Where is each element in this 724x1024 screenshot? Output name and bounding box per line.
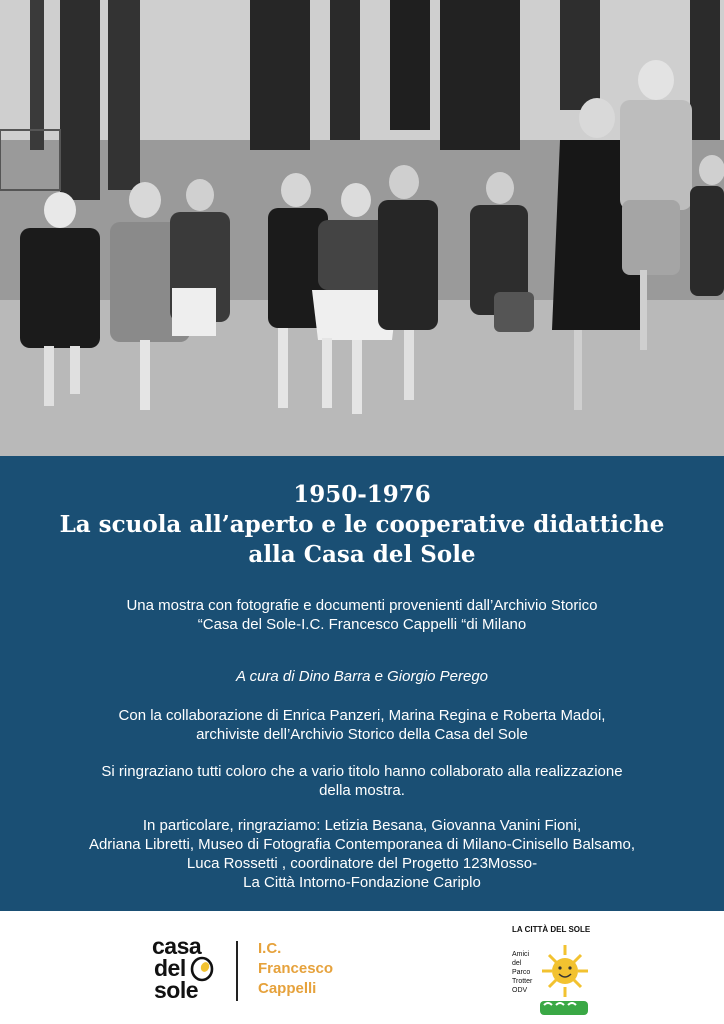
title-sub: alla Casa del Sole <box>248 541 476 568</box>
ic-line: Cappelli <box>258 980 317 997</box>
collab-line: archiviste dell’Archivio Storico della Casa del Sole <box>196 726 528 743</box>
citta-line: Trotter <box>512 978 533 985</box>
intro-line: “Casa del Sole-I.C. Francesco Cappelli “di Milano <box>197 616 527 633</box>
ic-francesco-cappelli-logo <box>258 939 333 999</box>
citta-line: del <box>512 960 522 967</box>
special-line: In particolare, ringraziamo: Letizia Besana, Giovanna Vanini Fioni, <box>142 817 582 834</box>
ic-line: Francesco <box>258 960 334 977</box>
special-line: Luca Rossetti , coordinatore del Progetto 123Mosso- <box>186 855 538 872</box>
logo-word-sole: sole <box>154 977 199 1003</box>
thanks-line: Si ringraziano tutti coloro che a vario titolo hanno collaborato alla realizzazione <box>101 763 623 780</box>
logo-word-del: del <box>154 955 186 981</box>
thanks-line: della mostra. <box>319 782 405 799</box>
exhibition-title <box>0 480 724 570</box>
citta-title: LA CITTÀ DEL SOLE <box>512 925 591 934</box>
title-years: 1950-1976 <box>293 481 431 508</box>
curators-line: A cura di Dino Barra e Giorgio Perego <box>235 668 489 685</box>
sun-mark-icon <box>188 954 220 984</box>
title-main: La scuola all’aperto e le cooperative didattiche <box>59 511 665 538</box>
collaboration-paragraph <box>20 706 704 744</box>
special-line: La Città Intorno-Fondazione Cariplo <box>243 874 481 891</box>
citta-association-text <box>512 950 532 995</box>
logo-divider <box>236 941 238 1001</box>
ic-line: I.C. <box>258 940 282 957</box>
citta-line: Amici <box>512 951 530 958</box>
citta-line: ODV <box>512 987 528 994</box>
footer-logos <box>0 911 724 1024</box>
logo-word-casa: casa <box>152 933 202 959</box>
citta-del-sole-logo <box>490 925 610 1017</box>
collab-line: Con la collaborazione di Enrica Panzeri, Marina Regina e Roberta Madoi, <box>118 707 606 724</box>
special-thanks-paragraph <box>20 816 704 892</box>
intro-line: Una mostra con fotografie e documenti provenienti dall’Archivio Storico <box>126 597 598 614</box>
smiling-sun-icon <box>490 925 610 1017</box>
hero-photo <box>0 0 724 456</box>
citta-line: Parco <box>512 969 531 976</box>
thanks-paragraph <box>20 762 704 800</box>
info-panel <box>0 456 724 911</box>
special-line: Adriana Libretti, Museo di Fotografia Contemporanea di Milano-Cinisello Balsamo, <box>88 836 636 853</box>
children-walking-photo <box>0 0 724 456</box>
intro-paragraph <box>20 596 704 634</box>
